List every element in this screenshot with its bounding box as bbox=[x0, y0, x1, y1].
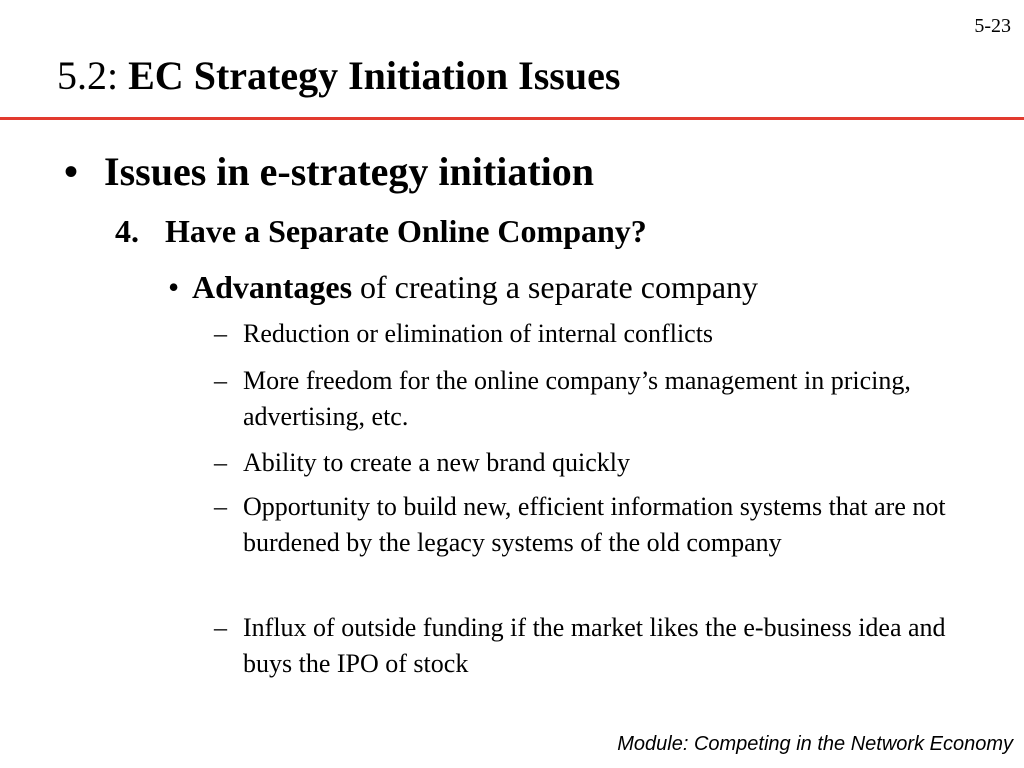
title-prefix: 5.2: bbox=[57, 53, 129, 98]
advantages-rest: of creating a separate company bbox=[352, 269, 759, 305]
dash-icon: – bbox=[214, 448, 227, 477]
dash-icon: – bbox=[214, 366, 227, 395]
advantages-label: Advantages bbox=[192, 269, 353, 305]
sub-item bbox=[214, 610, 994, 682]
sub-item bbox=[214, 316, 994, 352]
dash-icon: – bbox=[214, 319, 227, 348]
title-divider bbox=[0, 117, 1024, 120]
sub-item-text: Reduction or elimination of internal conflicts bbox=[243, 319, 714, 348]
sub-item-text: Influx of outside funding if the market likes the e-business idea and buys the IPO of stock bbox=[243, 613, 946, 678]
title-main: EC Strategy Initiation Issues bbox=[128, 53, 621, 98]
item-number: 4. bbox=[115, 213, 139, 249]
dash-icon: – bbox=[214, 613, 227, 642]
sub-item-text: Ability to create a new brand quickly bbox=[243, 448, 630, 477]
slide-title bbox=[57, 52, 620, 100]
sub-item-text: Opportunity to build new, efficient information systems that are not burdened by the legacy systems of the old company bbox=[243, 492, 946, 557]
bullet-level-1-text: Issues in e-strategy initiation bbox=[104, 149, 594, 194]
bullet-icon: • bbox=[64, 149, 79, 194]
page-number: 5-23 bbox=[974, 15, 1011, 37]
sub-item bbox=[214, 363, 994, 435]
sub-item bbox=[214, 445, 994, 481]
sub-item bbox=[214, 489, 994, 561]
sub-item-text: More freedom for the online company’s management in pricing, advertising, etc. bbox=[243, 366, 911, 431]
dash-icon: – bbox=[214, 492, 227, 521]
bullet-icon: • bbox=[168, 269, 180, 305]
numbered-item-text: Have a Separate Online Company? bbox=[165, 213, 647, 249]
slide-footer: Module: Competing in the Network Economy bbox=[617, 733, 1013, 755]
bullet-level-3-text bbox=[192, 268, 758, 306]
